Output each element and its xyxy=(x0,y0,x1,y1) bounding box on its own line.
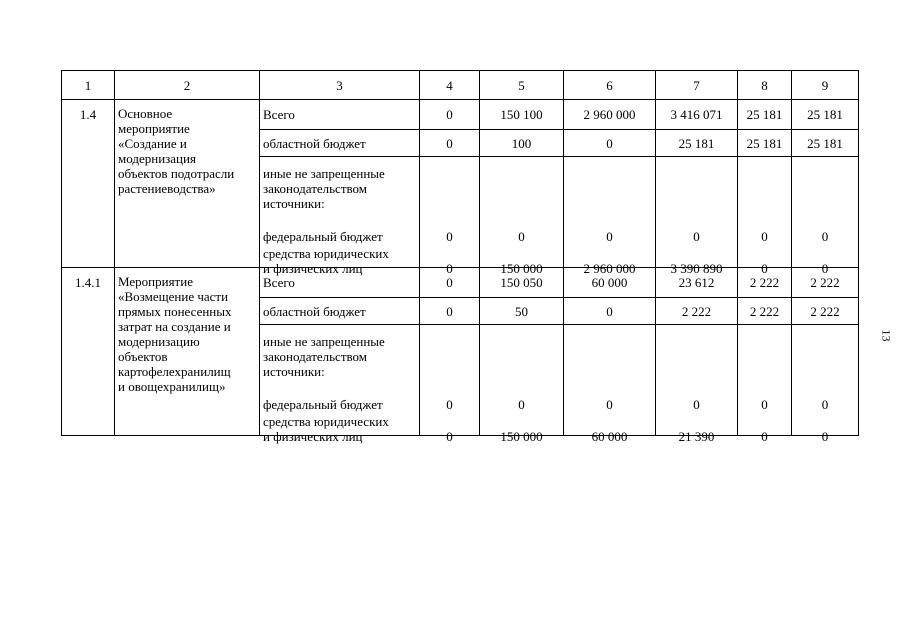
header-cell: 4 xyxy=(420,71,480,100)
page-number: 13 xyxy=(879,329,894,342)
value-cell: 0 xyxy=(420,100,480,130)
item-name-line: прямых понесенных xyxy=(118,304,232,319)
federal-value: 0 xyxy=(821,397,829,412)
other-sources-label-line: законодательством xyxy=(263,181,368,196)
legal-value: 150 000 xyxy=(500,429,543,444)
other-sources-label-line: иные не запрещенные xyxy=(263,166,385,181)
legal-value: 60 000 xyxy=(591,429,628,444)
legal-value: 2 960 000 xyxy=(583,261,636,276)
value-cell-group xyxy=(564,325,656,444)
item-number: 1.4 xyxy=(62,100,115,268)
header-cell: 6 xyxy=(564,71,656,100)
item-name-line: модернизацию xyxy=(118,334,200,349)
legal-label-line: и физических лиц xyxy=(263,261,363,276)
value-cell: 0 xyxy=(420,298,480,325)
value-cell: 50 xyxy=(480,298,564,325)
other-sources-label-line: источники: xyxy=(263,364,325,379)
value-cell: 2 222 xyxy=(656,298,738,325)
federal-value: 0 xyxy=(693,397,700,412)
value-cell-group xyxy=(656,325,738,444)
value-cell-group xyxy=(420,157,480,276)
federal-value: 0 xyxy=(446,229,453,244)
value-cell-group xyxy=(564,157,656,276)
legal-value: 0 xyxy=(446,261,453,276)
header-cell: 1 xyxy=(62,71,115,100)
value-cell: 0 xyxy=(564,298,656,325)
value-cell: 0 xyxy=(420,130,480,157)
legal-value: 0 xyxy=(761,429,768,444)
item-name-line: модернизация xyxy=(118,151,196,166)
legal-value: 0 xyxy=(821,261,829,276)
legal-value: 21 390 xyxy=(678,429,715,444)
item-name-line: затрат на создание и xyxy=(118,319,231,334)
header-cell: 2 xyxy=(115,71,260,100)
value-cell: 25 181 xyxy=(792,130,859,157)
value-cell-group xyxy=(420,325,480,444)
item-name-line: Основное xyxy=(118,106,173,121)
header-cell: 9 xyxy=(792,71,859,100)
value-cell: 100 xyxy=(480,130,564,157)
value-cell: 3 416 071 xyxy=(656,100,738,130)
federal-label: федеральный бюджет xyxy=(263,229,383,244)
legal-value: 3 390 890 xyxy=(670,261,723,276)
value-cell: 2 960 000 xyxy=(564,100,656,130)
budget-table xyxy=(61,70,859,444)
other-sources-cell xyxy=(260,325,420,444)
value-cell: 2 222 xyxy=(792,298,859,325)
item-name xyxy=(115,268,260,436)
source-label: областной бюджет xyxy=(260,130,420,157)
header-cell: 3 xyxy=(260,71,420,100)
legal-value: 0 xyxy=(821,429,829,444)
value-cell-group xyxy=(738,325,792,444)
value-cell: 23 612 xyxy=(656,268,738,298)
value-cell: 25 181 xyxy=(656,130,738,157)
value-cell-group xyxy=(480,157,564,276)
value-cell: 0 xyxy=(564,130,656,157)
header-cell: 5 xyxy=(480,71,564,100)
other-sources-cell xyxy=(260,157,420,276)
item-number: 1.4.1 xyxy=(62,268,115,436)
federal-value: 0 xyxy=(518,229,525,244)
federal-value: 0 xyxy=(821,229,829,244)
federal-value: 0 xyxy=(606,397,613,412)
value-cell: 150 050 xyxy=(480,268,564,298)
item-name-line: «Возмещение части xyxy=(118,289,229,304)
item-name-line: растениеводства» xyxy=(118,181,216,196)
value-cell-group xyxy=(480,325,564,444)
item-row-total xyxy=(62,100,859,130)
other-sources-label-line: источники: xyxy=(263,196,325,211)
header-row xyxy=(62,71,859,100)
source-label: Всего xyxy=(260,100,420,130)
legal-label-line: и физических лиц xyxy=(263,429,363,444)
legal-label-line: средства юридических xyxy=(263,414,389,429)
federal-value: 0 xyxy=(761,229,768,244)
legal-label-line: средства юридических xyxy=(263,246,389,261)
value-cell-group xyxy=(738,157,792,276)
value-cell: 2 222 xyxy=(738,268,792,298)
value-cell: 2 222 xyxy=(738,298,792,325)
federal-label: федеральный бюджет xyxy=(263,397,383,412)
legal-value: 0 xyxy=(446,429,453,444)
federal-value: 0 xyxy=(693,229,700,244)
value-cell: 25 181 xyxy=(792,100,859,130)
value-cell: 25 181 xyxy=(738,100,792,130)
header-cell: 7 xyxy=(656,71,738,100)
federal-value: 0 xyxy=(518,397,525,412)
value-cell-group xyxy=(792,325,859,444)
value-cell: 60 000 xyxy=(564,268,656,298)
item-name-line: картофелехранилищ xyxy=(118,364,231,379)
other-sources-label-line: законодательством xyxy=(263,349,368,364)
value-cell: 25 181 xyxy=(738,130,792,157)
item-name-line: и овощехранилищ» xyxy=(118,379,226,394)
federal-value: 0 xyxy=(761,397,768,412)
item-name-line: Мероприятие xyxy=(118,274,193,289)
item-name xyxy=(115,100,260,268)
item-name-line: объектов подотрасли xyxy=(118,166,235,181)
item-name-line: объектов xyxy=(118,349,168,364)
other-sources-label-line: иные не запрещенные xyxy=(263,334,385,349)
value-cell-group xyxy=(792,157,859,276)
source-label: областной бюджет xyxy=(260,298,420,325)
federal-value: 0 xyxy=(606,229,613,244)
header-cell: 8 xyxy=(738,71,792,100)
legal-value: 0 xyxy=(761,261,768,276)
federal-value: 0 xyxy=(446,397,453,412)
value-cell: 0 xyxy=(420,268,480,298)
value-cell: 2 222 xyxy=(792,268,859,298)
item-name-line: «Создание и xyxy=(118,136,187,151)
value-cell-group xyxy=(656,157,738,276)
source-label: Всего xyxy=(260,268,420,298)
item-name-line: мероприятие xyxy=(118,121,190,136)
value-cell: 150 100 xyxy=(480,100,564,130)
legal-value: 150 000 xyxy=(500,261,543,276)
